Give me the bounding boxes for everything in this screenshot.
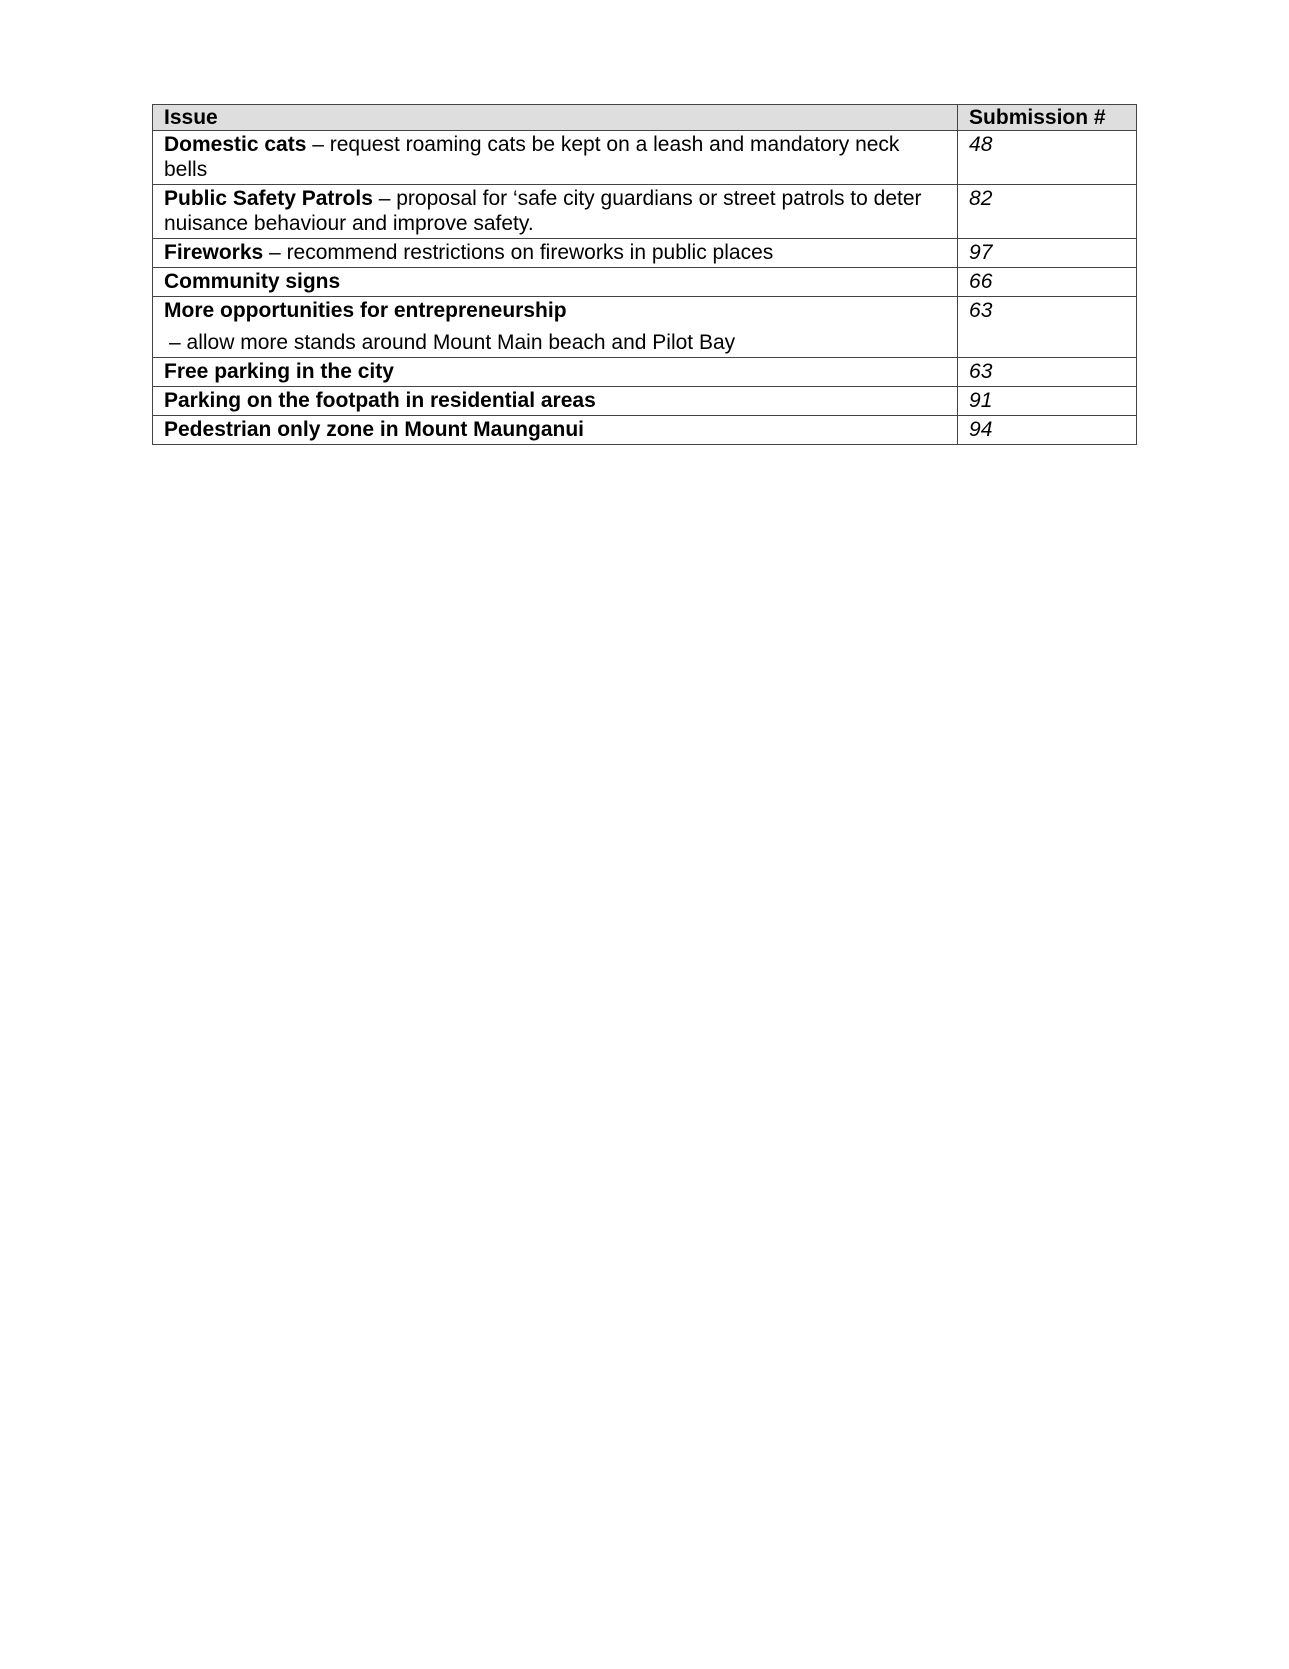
submission-number: 63 — [958, 297, 1137, 358]
table-row — [153, 268, 1137, 297]
submission-column-header: Submission # — [958, 105, 1137, 131]
issue-cell — [153, 387, 958, 416]
issue-title: Free parking in the city — [164, 360, 394, 383]
table-row — [153, 358, 1137, 387]
issue-description: – proposal for ‘safe city guardians or street patrols to deter nuisance behaviour and improve safety. — [164, 187, 922, 235]
issue-cell — [153, 131, 958, 185]
issue-title: Parking on the footpath in residential areas — [164, 389, 596, 412]
submission-number: 94 — [958, 416, 1137, 445]
submission-number: 63 — [958, 358, 1137, 387]
issue-cell — [153, 416, 958, 445]
submission-number: 82 — [958, 185, 1137, 239]
issue-title: More opportunities for entrepreneurship — [164, 299, 567, 322]
table-row — [153, 239, 1137, 268]
table-row — [153, 297, 1137, 358]
submission-number: 48 — [958, 131, 1137, 185]
issue-column-header: Issue — [153, 105, 958, 131]
issue-cell — [153, 297, 958, 358]
issue-cell — [153, 268, 958, 297]
table-row — [153, 416, 1137, 445]
submission-number: 91 — [958, 387, 1137, 416]
issue-title: Public Safety Patrols — [164, 187, 373, 210]
table-header-row — [153, 105, 1137, 131]
issue-title: Community signs — [164, 270, 341, 293]
issue-title: Pedestrian only zone in Mount Maunganui — [164, 418, 585, 441]
table-row — [153, 185, 1137, 239]
issue-cell — [153, 185, 958, 239]
issue-description: – recommend restrictions on fireworks in public places — [263, 241, 774, 264]
submission-number: 97 — [958, 239, 1137, 268]
submission-number: 66 — [958, 268, 1137, 297]
table-row — [153, 387, 1137, 416]
table-row — [153, 131, 1137, 185]
issue-cell — [153, 239, 958, 268]
issue-description: – allow more stands around Mount Main beach and Pilot Bay — [169, 331, 736, 354]
issue-title: Fireworks — [164, 241, 264, 264]
issue-title: Domestic cats — [164, 133, 307, 156]
issues-table — [152, 104, 1137, 445]
issue-description: – request roaming cats be kept on a leash and mandatory neck bells — [164, 133, 900, 181]
issue-cell — [153, 358, 958, 387]
